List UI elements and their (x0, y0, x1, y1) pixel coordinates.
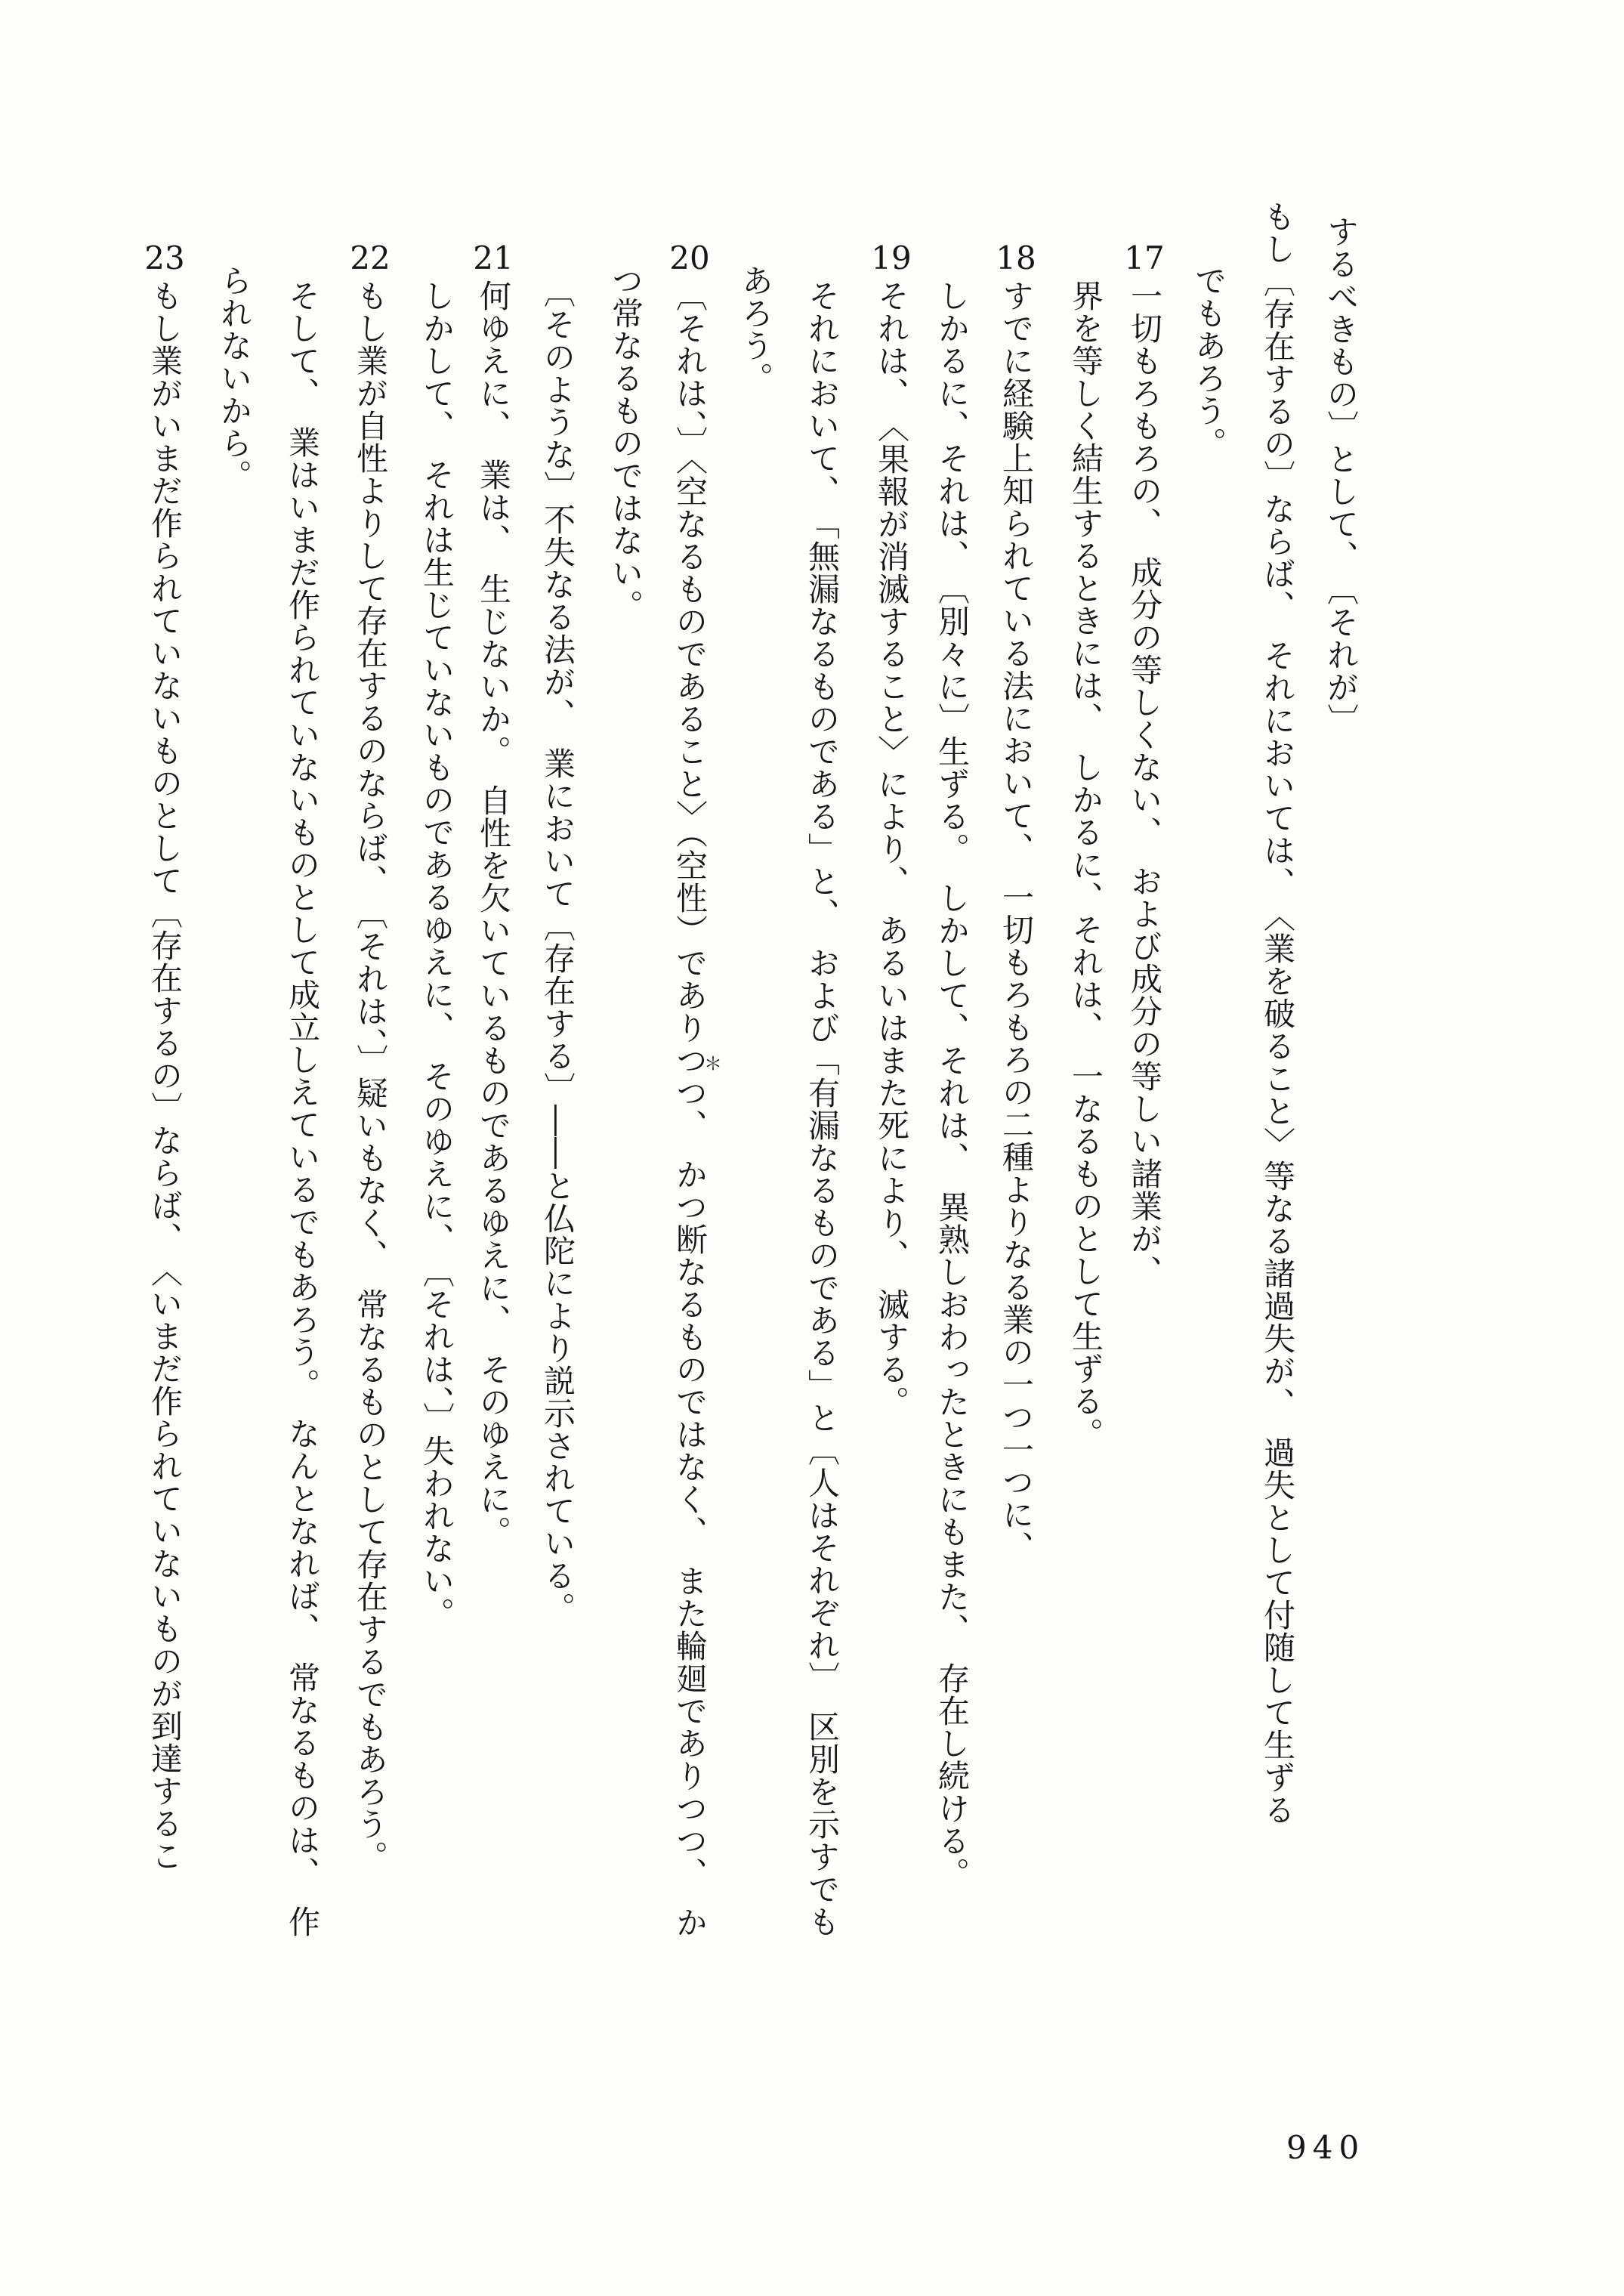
verse-number-17: 17 (1124, 239, 1165, 277)
verse-19-line-1: それは、 〈果報が消滅すること〉により、 あるいはまた死により、 滅する。 (873, 280, 910, 1418)
verse-20-line-1: 〔それは、〕〈空なるものであること〉（空性）でありつつ、 かつ断なるものではなく、 また輪廻でありつつ、 か (672, 280, 709, 1939)
verse-17-line-2: 界を等しく結生するときには、 しかるに、それは、 一なるものとして生ずる。 (1067, 280, 1104, 1450)
verse-20-line-2: つ常なるものではない。 (607, 264, 644, 622)
verse-22-line-2: そして、 業はいまだ作られていないものとして成立しえているでもあろう。 なんとなれば、 常なるものは、 作 (284, 280, 321, 1938)
verse-17-line-1: 一切もろもろの、 成分の等しくない、 および成分の等しい諸業が、 (1126, 280, 1163, 1287)
verse-23-line-1: もし業がいまだ作られていないものとして〔存在するの〕ならば、 〈いまだ作られていないものが到達するこ (147, 280, 184, 1872)
footnote-asterisk-icon: ＊ (704, 1053, 722, 1074)
verse-22-line-1: もし業が自性よりして存在するのならば、 〔それは、〕疑いもなく、 常なるものとして存在するでもあろう。 (352, 280, 389, 1873)
text-column-runover-1: するべきもの〕として、 〔それが〕 (1323, 215, 1360, 736)
verse-number-18: 18 (996, 239, 1036, 277)
text-column-runover-3: でもあろう。 (1190, 264, 1227, 459)
verse-19-line-3: あろう。 (737, 264, 774, 394)
text-column-runover-2: もし〔存在するの〕ならば、 それにおいては、 〈業を破ること〉等なる諸過失が、 過失として付随して生ずる (1259, 200, 1296, 1826)
verse-number-21: 21 (473, 239, 514, 277)
verse-number-20: 20 (669, 239, 710, 277)
verse-number-19: 19 (871, 239, 912, 277)
verse-number-22: 22 (350, 239, 391, 277)
verse-18-line-1: すでに経験上知られている法において、 一切もろもろの二種よりなる業の一つ一つに、 (998, 280, 1035, 1563)
verse-21-line-1: 何ゆえに、 業は、 生じないか。 自性を欠いているものであるゆえに、 そのゆえに。 (475, 280, 512, 1548)
verse-22-line-3: られないから。 (216, 264, 253, 492)
verse-19-line-2: それにおいて、 「無漏なるものである」と、 および「有漏なるものである」と〔人はそれぞれ〕 区別を示すでも (804, 280, 841, 1938)
verse-20-line-3: 〔そのような〕不失なる法が、 業において〔存在する〕――と仏陀により説示されている。 (539, 276, 576, 1624)
page-number: 940 (1286, 2129, 1366, 2166)
verse-21-line-2: しかして、 それは生じていないものであるゆえに、 そのゆえに、 〔それは、〕失われない。 (418, 280, 455, 1630)
verse-18-line-2: しかるに、それは、 〔別々に〕生ずる。 しかして、それは、 異熟しおわったときにもまた、 存在し続ける。 (934, 280, 971, 1890)
verse-number-23: 23 (144, 239, 185, 277)
